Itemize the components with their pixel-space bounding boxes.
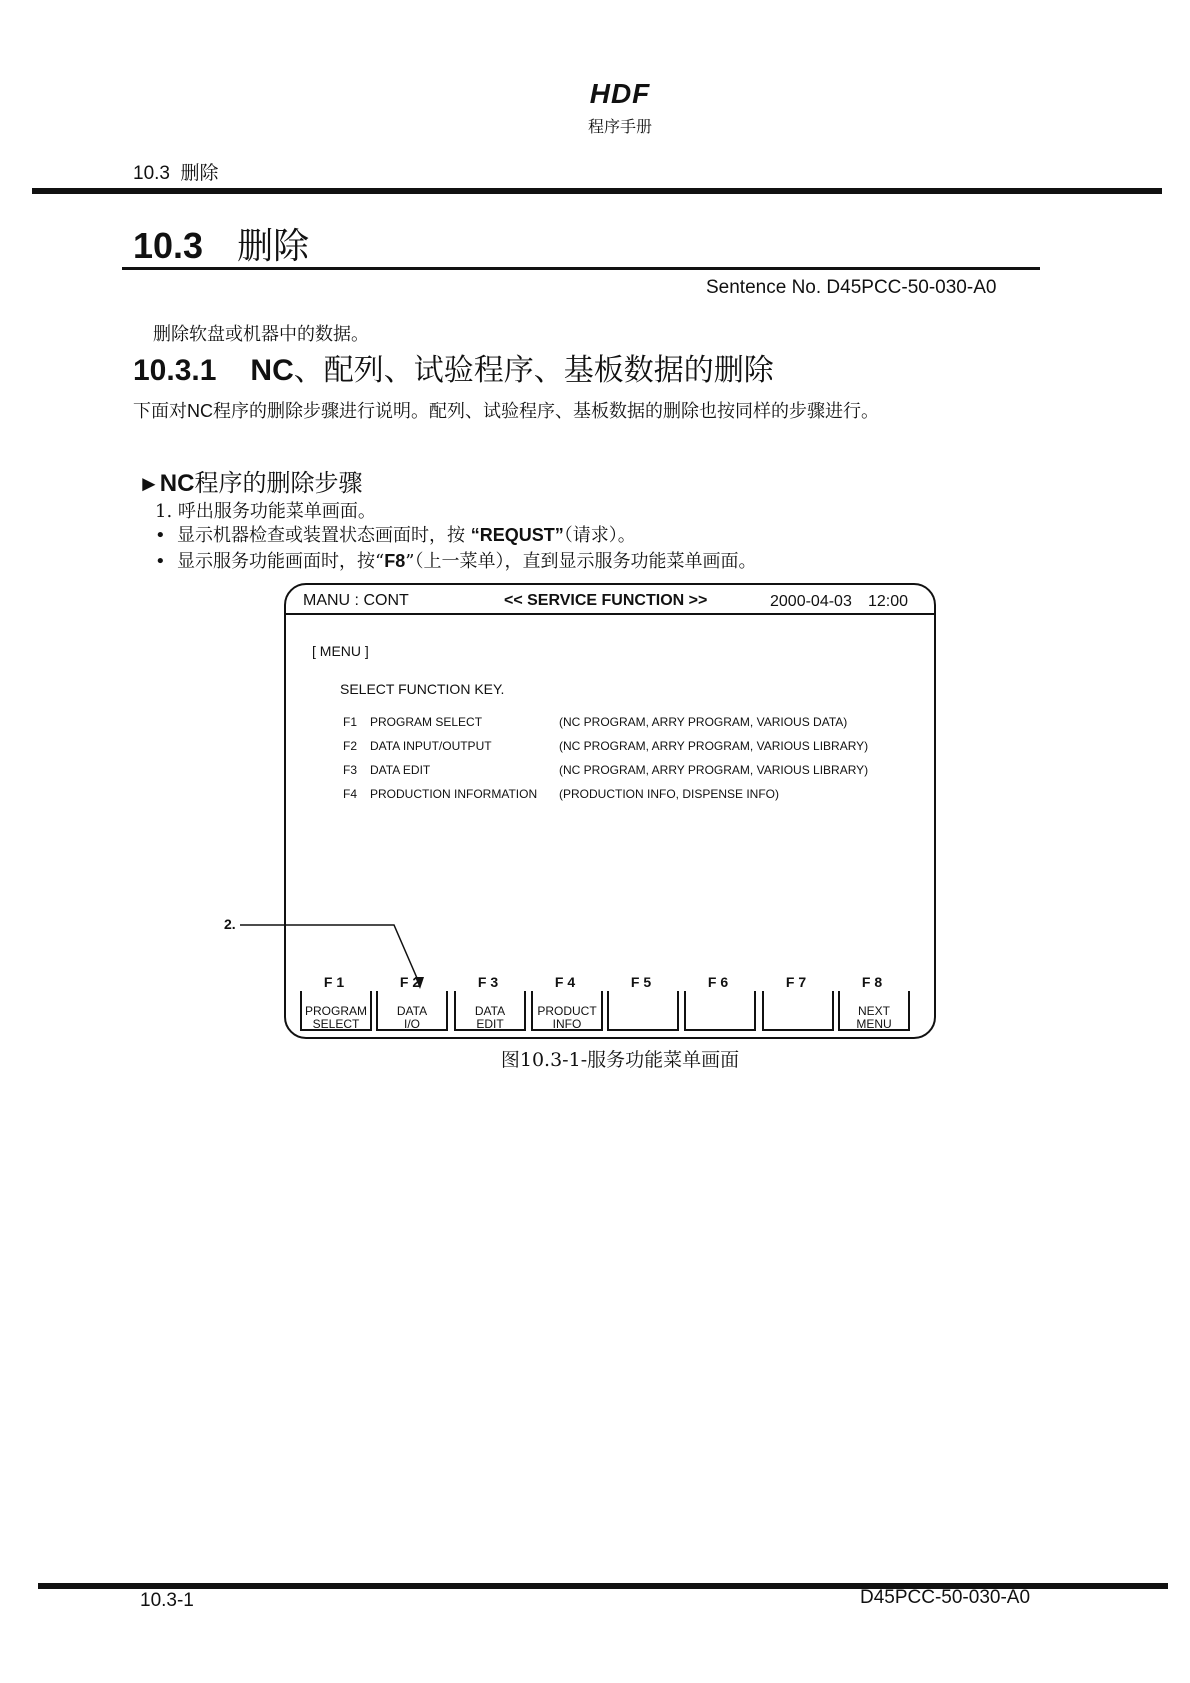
function-key: F1 <box>343 715 358 729</box>
subsection-title <box>133 345 774 389</box>
function-detail: (NC PROGRAM, ARRY PROGRAM, VARIOUS DATA) <box>559 715 848 729</box>
subsection-number: 10.3.1 <box>133 354 217 387</box>
screen-time: 12:00 <box>868 593 909 610</box>
sentence-number: Sentence No. D45PCC-50-030-A0 <box>706 277 997 298</box>
desc-before: 下面对 <box>133 401 187 422</box>
fkey-label: F4 <box>554 974 580 990</box>
fkey-label: F7 <box>785 974 811 990</box>
section-rule <box>122 267 1040 270</box>
function-detail: (NC PROGRAM, ARRY PROGRAM, VARIOUS LIBRARY) <box>559 763 869 777</box>
screen-mode: MANU : CONT <box>303 592 409 609</box>
f6-key[interactable] <box>684 974 756 1031</box>
f1-key[interactable] <box>300 974 372 1031</box>
menu-tag: [ MENU ] <box>312 643 369 659</box>
f2-key[interactable] <box>376 974 448 1031</box>
procedure-name: 程序的删除步骤 <box>194 469 363 497</box>
fkey-line1: PRODUCT <box>537 1004 597 1018</box>
fkey-line2: EDIT <box>476 1017 504 1031</box>
desc-nc: NC <box>187 401 213 421</box>
fkey-label: F8 <box>861 974 887 990</box>
f3-key[interactable] <box>454 974 526 1031</box>
desc-after: 程序的删除步骤进行说明。配列、试验程序、基板数据的删除也按同样的步骤进行。 <box>213 401 879 422</box>
subsection-nc: NC <box>250 354 294 387</box>
fkey-line2: MENU <box>856 1017 892 1031</box>
description <box>133 397 879 423</box>
screen-date: 2000-04-03 <box>770 593 852 610</box>
procedure-title <box>138 463 362 498</box>
bullet1-post: （请求）。 <box>563 525 636 546</box>
f8-key[interactable] <box>838 974 910 1031</box>
fkey-line1: PROGRAM <box>304 1004 367 1018</box>
document-number: D45PCC-50-030-A0 <box>860 1587 1031 1608</box>
f5-key[interactable] <box>607 974 679 1031</box>
bullet-2 <box>155 547 756 573</box>
bullet2-post: ”（上一菜单），直到显示服务功能菜单画面。 <box>405 551 757 572</box>
fkey-label: F2 <box>399 974 425 990</box>
fkey-label: F6 <box>707 974 733 990</box>
running-head: 10.3 删除 <box>133 163 219 184</box>
subsection-name: 、配列、试验程序、基板数据的删除 <box>293 353 774 388</box>
fkey-line1: DATA <box>474 1004 506 1018</box>
f4-key[interactable] <box>531 974 603 1031</box>
function-detail: (PRODUCTION INFO, DISPENSE INFO) <box>559 787 780 801</box>
function-key: F4 <box>343 787 358 801</box>
bullet2-key: F8 <box>384 551 406 571</box>
header-brand: HDF <box>589 78 651 109</box>
section-name: 删除 <box>237 226 310 267</box>
header-subtitle: 程序手册 <box>587 117 652 136</box>
figure-caption: 图10.3-1-服务功能菜单画面 <box>500 1049 740 1071</box>
fkey-line1: NEXT <box>857 1004 890 1018</box>
fkey-line2: SELECT <box>312 1017 360 1031</box>
fkey-line2: INFO <box>552 1017 582 1031</box>
function-key: F2 <box>343 739 358 753</box>
function-key: F3 <box>343 763 358 777</box>
bullet1-pre: • 显示机器检查或装置状态画面时，按 <box>155 525 471 546</box>
bullet2-pre: • 显示服务功能画面时，按“ <box>155 551 385 572</box>
screen-header-divider <box>284 613 936 615</box>
select-prompt: SELECT FUNCTION KEY. <box>340 681 505 697</box>
section-number: 10.3 <box>133 225 204 266</box>
fkey-label: F3 <box>477 974 503 990</box>
function-name: DATA EDIT <box>370 763 431 777</box>
screen-title: << SERVICE FUNCTION >> <box>504 592 708 609</box>
function-name: DATA INPUT/OUTPUT <box>370 739 492 753</box>
bullet1-key: “REQUST” <box>470 525 564 545</box>
procedure-nc: NC <box>159 470 195 497</box>
callout-label: 2. <box>224 916 236 932</box>
page-number: 10.3-1 <box>140 1590 194 1611</box>
fkey-label: F1 <box>323 974 349 990</box>
step-1: 1. 呼出服务功能菜单画面。 <box>155 501 376 522</box>
fkey-line1: DATA <box>396 1004 428 1018</box>
fkey-label: F5 <box>630 974 656 990</box>
function-name: PRODUCTION INFORMATION <box>370 787 538 801</box>
fkey-line2: I/O <box>403 1017 420 1031</box>
bullet-1 <box>155 521 636 547</box>
section-title <box>133 218 309 269</box>
function-name: PROGRAM SELECT <box>370 715 483 729</box>
triangle-icon: ► <box>138 471 160 496</box>
function-detail: (NC PROGRAM, ARRY PROGRAM, VARIOUS LIBRARY) <box>559 739 869 753</box>
intro-text: 删除软盘或机器中的数据。 <box>153 324 369 345</box>
top-rule <box>32 188 1162 194</box>
f7-key[interactable] <box>762 974 834 1031</box>
